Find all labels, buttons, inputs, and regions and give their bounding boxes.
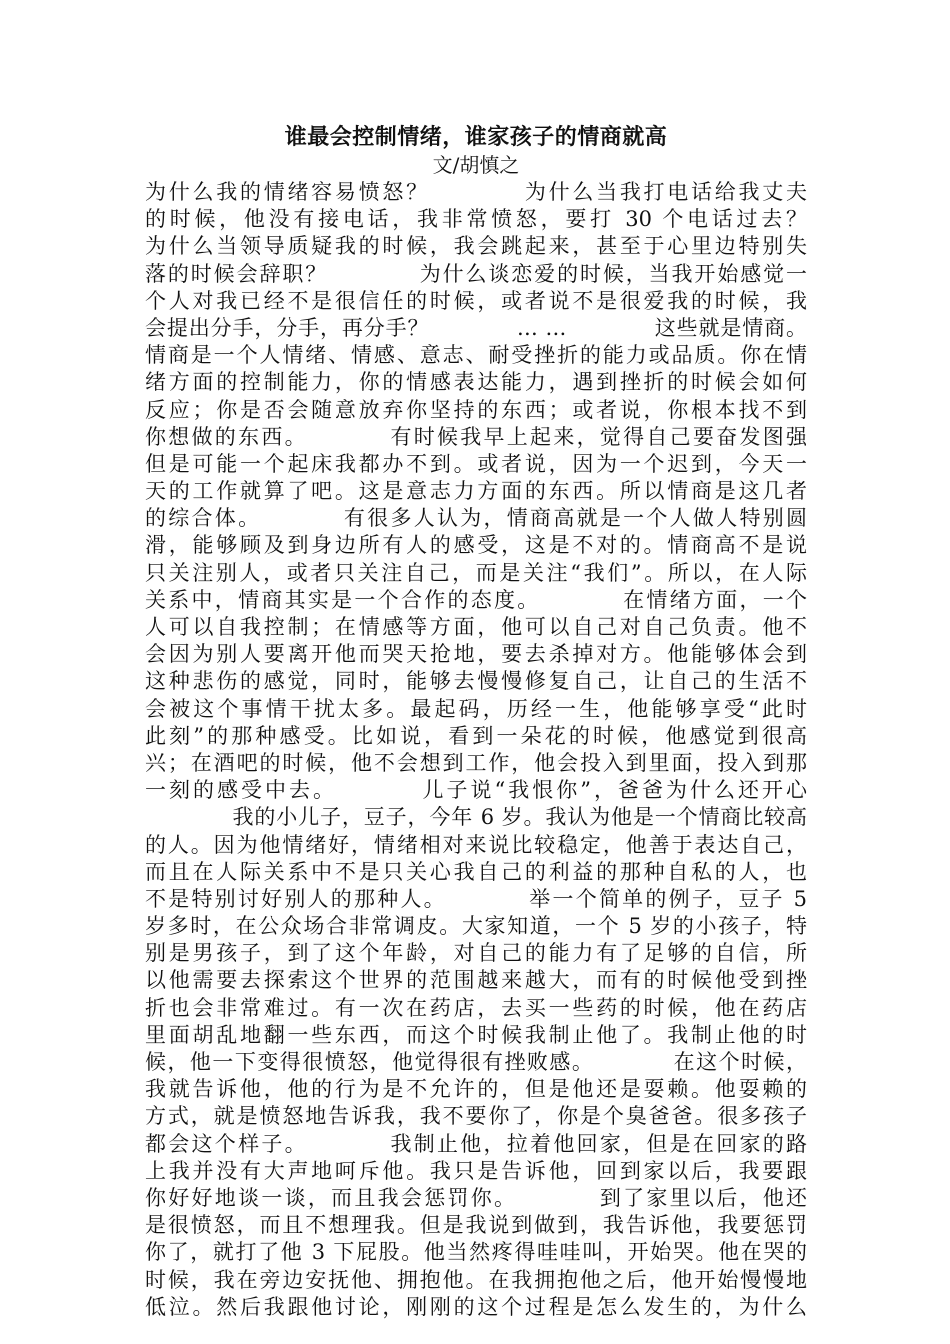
body-line: 滑，能够顾及到身边所有人的感受，这是不对的。情商高不是说 <box>145 533 807 558</box>
body-line: 一刻的感受中去。 儿子说“我恨你”，爸爸为什么还开心 <box>145 778 807 803</box>
body-line: 会被这个事情干扰太多。最起码，历经一生，他能够享受“此时 <box>145 696 807 721</box>
body-line: 这种悲伤的感觉，同时，能够去慢慢修复自己，让自己的生活不 <box>145 669 807 694</box>
body-line: 里面胡乱地翻一些东西，而这个时候我制止他了。我制止他的时 <box>145 1022 807 1047</box>
body-line: 只关注别人，或者只关注自己，而是关注“我们”。所以，在人际 <box>145 560 807 585</box>
body-line: 岁多时，在公众场合非常调皮。大家知道，一个 5 岁的小孩子，特 <box>145 914 807 939</box>
body-line: 关系中，情商其实是一个合作的态度。 在情绪方面，一个 <box>145 587 807 612</box>
body-line: 为什么我的情绪容易愤怒？ 为什么当我打电话给我丈夫 <box>145 180 807 204</box>
body-line: 低泣。然后我跟他讨论，刚刚的这个过程是怎么发生的，为什么 <box>145 1294 807 1319</box>
body-line: 此刻”的那种感受。比如说，看到一朵花的时候，他感觉到很高 <box>145 723 807 748</box>
body-line: 你了，就打了他 3 下屁股。他当然疼得哇哇叫，开始哭。他在哭的 <box>145 1240 807 1265</box>
body-line: 会提出分手，分手，再分手？ … … 这些就是情商。 <box>145 315 807 340</box>
body-line: 的综合体。 有很多人认为，情商高就是一个人做人特别圆 <box>145 506 807 531</box>
body-line: 为什么当领导质疑我的时候，我会跳起来，甚至于心里边特别失 <box>145 234 807 259</box>
body-line: 方式，就是愤怒地告诉我，我不要你了，你是个臭爸爸。很多孩子 <box>145 1104 807 1129</box>
body-line: 兴；在酒吧的时候，他不会想到工作，他会投入到里面，投入到那 <box>145 750 807 775</box>
body-line: 天的工作就算了吧。这是意志力方面的东西。所以情商是这几者 <box>145 479 807 504</box>
body-line: 落的时候会辞职？ 为什么谈恋爱的时候，当我开始感觉一 <box>145 261 807 286</box>
body-line: 反应；你是否会随意放弃你坚持的东西；或者说，你根本找不到 <box>145 397 807 422</box>
body-line: 不是特别讨好别人的那种人。 举一个简单的例子，豆子 5 <box>145 886 807 911</box>
body-line: 折也会非常难过。有一次在药店，去买一些药的时候，他在药店 <box>145 995 807 1020</box>
body-line: 我就告诉他，他的行为是不允许的，但是他还是耍赖。他耍赖的 <box>145 1077 807 1102</box>
body-line: 个人对我已经不是很信任的时候，或者说不是很爱我的时候，我 <box>145 288 807 313</box>
body-line: 的时候，他没有接电话，我非常愤怒，要打 30 个电话过去？ <box>145 207 807 232</box>
body-line: 以他需要去探索这个世界的范围越来越大，而有的时候他受到挫 <box>145 968 807 993</box>
body-line: 人可以自我控制；在情感等方面，他可以自己对自己负责。他不 <box>145 615 807 639</box>
article-title: 谁最会控制情绪，谁家孩子的情商就高 <box>284 125 668 150</box>
body-line: 你想做的东西。 有时候我早上起来，觉得自己要奋发图强 <box>145 424 807 449</box>
body-line: 的人。因为他情绪好，情绪相对来说比较稳定，他善于表达自己， <box>145 832 807 857</box>
body-line: 时候，我在旁边安抚他、拥抱他。在我拥抱他之后，他开始慢慢地 <box>145 1267 807 1292</box>
body-line: 我的小儿子，豆子，今年 6 岁。我认为他是一个情商比较高 <box>145 805 807 830</box>
body-line: 你好好地谈一谈，而且我会惩罚你。 到了家里以后，他还 <box>145 1185 807 1210</box>
body-line: 是很愤怒，而且不想理我。但是我说到做到，我告诉他，我要惩罚 <box>145 1213 807 1238</box>
article-body <box>145 179 807 1321</box>
article-page <box>145 124 807 1321</box>
body-line: 候，他一下变得很愤怒，他觉得很有挫败感。 在这个时候， <box>145 1050 807 1074</box>
body-line: 都会这个样子。 我制止他，拉着他回家，但是在回家的路 <box>145 1131 807 1156</box>
body-line: 绪方面的控制能力，你的情感表达能力，遇到挫折的时候会如何 <box>145 370 807 395</box>
body-line: 但是可能一个起床我都办不到。或者说，因为一个迟到，今天一 <box>145 451 807 476</box>
body-line: 上我并没有大声地呵斥他。我只是告诉他，回到家以后，我要跟 <box>145 1158 807 1183</box>
body-line: 别是男孩子，到了这个年龄，对自己的能力有了足够的自信，所 <box>145 941 807 966</box>
body-line: 情商是一个人情绪、情感、意志、耐受挫折的能力或品质。你在情 <box>145 343 807 368</box>
article-author: 文/胡慎之 <box>432 153 520 177</box>
body-line: 会因为别人要离开他而哭天抢地，要去杀掉对方。他能够体会到 <box>145 642 807 667</box>
body-line: 而且在人际关系中不是只关心我自己的利益的那种自私的人，也 <box>145 859 807 884</box>
